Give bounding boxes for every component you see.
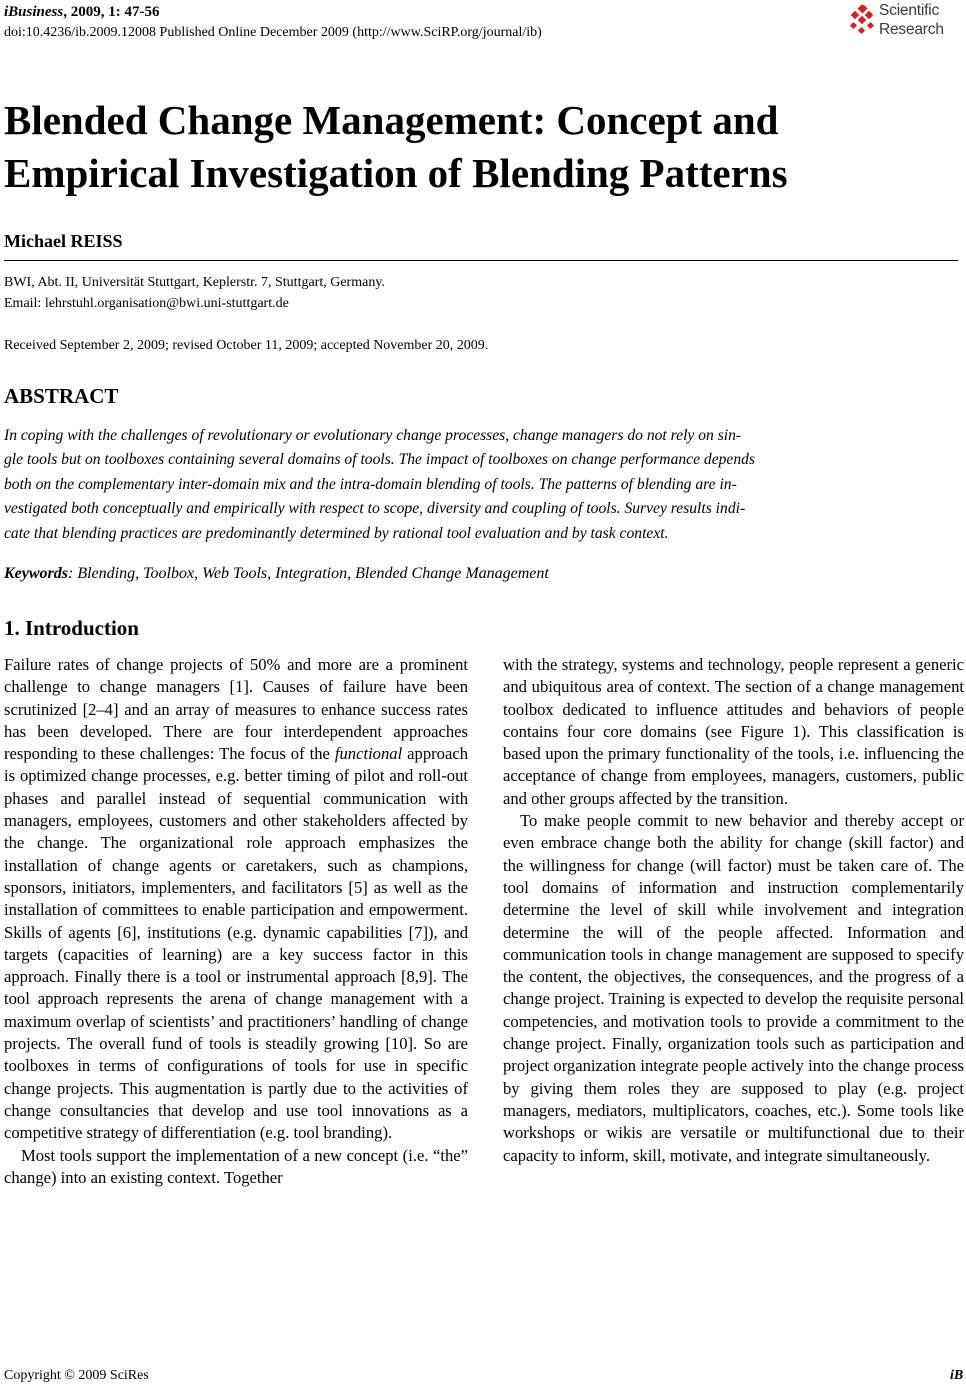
paragraph-text: approach is optimized change processes, e.g. better timing of pilot and roll-out phases and parallel instead of sequential communication with managers, employees, customers and other stakeholders affected by the change. The organizational role approach emphasizes the installation of change agents or caretakers, such as champions, sponsors, initiators, implementers, and facilitators [5] as well as the installation of committees to enable participation and empowerment. Skills of agents [6], institutions (e.g. dynamic capabilities [7]), and targets (capacities of learning) are a key success factor in this approach. Finally there is a tool or instrumental approach [8,9]. The tool approach represents the arena of change management with a maximum overlap of scientists’ and practitioners’ handling of change projects. The overall fund of tools is steadily growing [10]. So are toolboxes in terms of configurations of tools for use in specific change projects. This augmentation is partly due to the activities of change consultancies that develop and use tool innovations as a competitive strategy of differentiation (e.g. tool branding). — [4, 744, 468, 1143]
abstract-line: both on the complementary inter-domain mix and the intra-domain blending of tools. The patterns of blending are in- — [4, 475, 737, 493]
footer-journal: iB — [950, 1368, 964, 1383]
logo-line-1: Scientific — [879, 2, 940, 19]
publisher-logo — [849, 1, 965, 45]
paragraph: To make people commit to new behavior and thereby accept or even embrace change both the ability for change (skill factor) and the willingness for change (will factor) must be taken care of. The tool domains of information and instruction complementarily determine the level of skill while involvement and integration determine the will of the people affected. Information and communication tools in change management are supposed to specify the content, the objectives, the consequences, and the progress of a change project. Training is expected to develop the requisite personal competencies, and motivation tools to provide a commitment to the change project. Finally, organization tools such as participation and project organization integrate people actively into the change process by giving them roles they are supposed to play (e.g. project managers, mediators, multiplicators, coaches, etc.). Some tools like workshops or wikis are versatile or multifunctional due to their capacity to inform, skill, motivate, and integrate simultaneously. — [503, 811, 964, 1165]
left-column — [4, 654, 468, 1189]
title-line-2: Empirical Investigation of Blending Patterns — [4, 150, 788, 196]
keywords — [4, 565, 549, 583]
section-heading: 1. Introduction — [4, 616, 139, 640]
paper-title — [4, 94, 788, 200]
email: Email: lehrstuhl.organisation@bwi.uni-stuttgart.de — [4, 296, 289, 311]
journal-name: iBusiness — [4, 4, 64, 20]
publisher-logo-icon — [849, 5, 877, 35]
right-column — [503, 654, 964, 1167]
affiliation: BWI, Abt. II, Universität Stuttgart, Keplerstr. 7, Stuttgart, Germany. — [4, 275, 385, 290]
paragraph: Most tools support the implementation of a new concept (i.e. “the” change) into an existing context. Together — [4, 1145, 468, 1187]
author-name: Michael REISS — [4, 231, 123, 251]
author-divider — [4, 260, 958, 261]
received-dates: Received September 2, 2009; revised October 11, 2009; accepted November 20, 2009. — [4, 338, 489, 353]
abstract-heading: ABSTRACT — [4, 384, 119, 408]
title-line-1: Blended Change Management: Concept and — [4, 97, 779, 143]
abstract-line: vestigated both conceptually and empirically with respect to scope, diversity and coupling of tools. Survey results indi- — [4, 500, 746, 518]
publisher-name — [879, 1, 944, 39]
paragraph: with the strategy, systems and technology, people represent a generic and ubiquitous area of context. The section of a change management toolbox dedicated to influence attitudes and behaviors of people contains four core domains (see Figure 1). This classification is based upon the primary functionality of the tools, i.e. influencing the acceptance of change from employees, managers, customers, public and other groups affected by the transition. — [503, 655, 964, 808]
journal-citation — [4, 4, 159, 21]
abstract-text — [4, 424, 964, 546]
logo-line-2: Research — [879, 21, 944, 38]
abstract-line: gle tools but on toolboxes containing several domains of tools. The impact of toolboxes on change performance depends — [4, 451, 755, 469]
abstract-line: In coping with the challenges of revolutionary or evolutionary change processes, change managers do not rely on sin- — [4, 427, 742, 444]
emphasis: functional — [334, 744, 403, 764]
volume-pages: , 2009, 1: 47-56 — [63, 4, 160, 20]
keywords-label: Keywords — [4, 565, 68, 582]
keywords-list: : Blending, Toolbox, Web Tools, Integration, Blended Change Management — [68, 565, 549, 582]
abstract-line: cate that blending practices are predominantly determined by rational tool evaluation and by task context. — [4, 524, 669, 542]
paragraph-text: Failure rates of change projects of 50% and more are a prominent challenge to change managers [1]. Causes of failure have been scrutinized [2–4] and an array of measures to enhance success rates has been developed. There are four interdependent approaches responding to these challenges: The focus of the — [4, 655, 468, 764]
paragraph — [4, 654, 468, 1145]
copyright: Copyright © 2009 SciRes — [4, 1368, 149, 1383]
doi-line: doi:10.4236/ib.2009.12008 Published Online December 2009 (http://www.SciRP.org/journal/ib) — [4, 25, 542, 40]
